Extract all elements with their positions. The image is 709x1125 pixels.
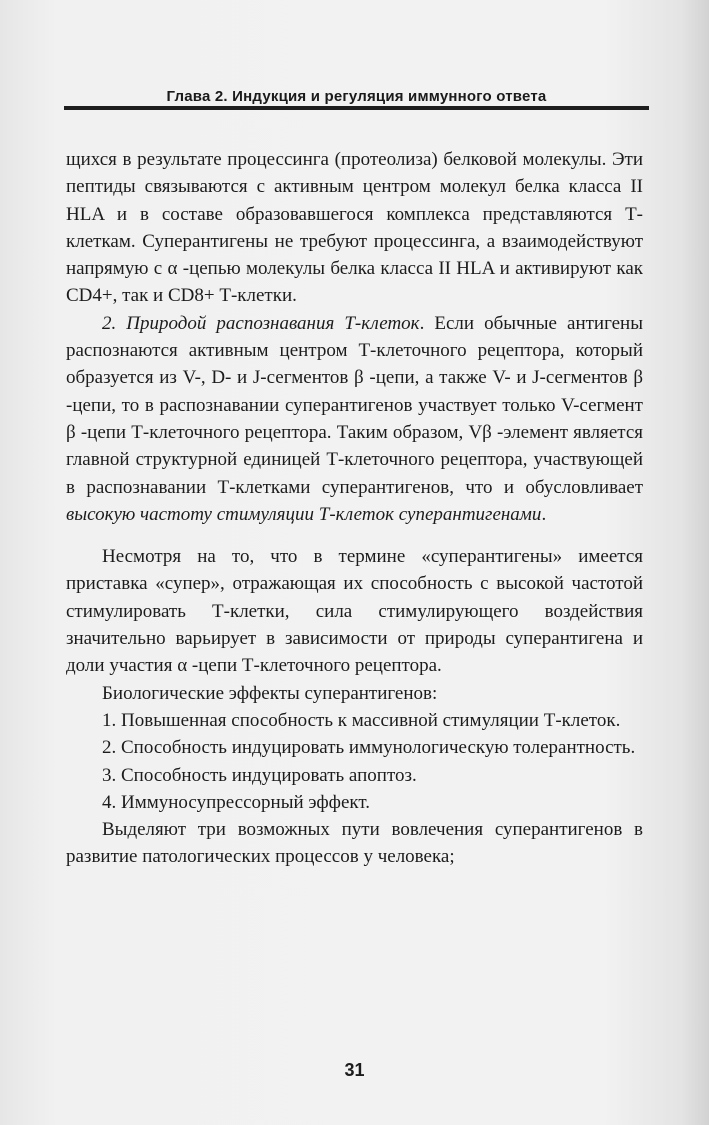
list-item-2: 2. Способность индуцировать иммунологическую толерантность. (102, 737, 636, 759)
paragraph-2-italic-tail: высокую частоту стимуляции Т-клеток суперантигенами (66, 503, 542, 525)
paragraph-1: щихся в результате процессинга (протеолиза) белковой молекулы. Эти пептиды связываются с активным центром молекул белка класса II HLA и в составе образовавшегося комплекса представляются Т-клеткам. Суперантигены не требуют процессинга, а взаимодействуют напрямую с α -цепью молекулы белка класса II HLA и активируют как CD4+, так и CD8+ Т-клетки. (66, 149, 643, 307)
header-rule (64, 106, 649, 110)
paragraph-2-text: . Если обычные антигены распознаются активным центром Т-клеточного рецептора, который образуется из V-, D- и J-сегментов β -цепи, а также V- и J-сегментов β -цепи, то в распознавании суперантигенов участвует только V-сегмент β -цепи Т-клеточного рецептора. Таким образом, Vβ -элемент является главной структурной единицей Т-клеточного рецептора, участвующей в распознавании Т-клетками суперантигенов, что и обусловливает (66, 312, 643, 498)
list-item-1: 1. Повышенная способность к массивной стимуляции Т-клеток. (102, 709, 621, 731)
paragraph-2 (66, 310, 643, 528)
body-text (66, 146, 643, 871)
paragraph-5: Выделяют три возможных пути вовлечения суперантигенов в развитие патологических процессов у человека; (66, 819, 643, 868)
list-item-4: 4. Иммуносупрессорный эффект. (102, 791, 370, 813)
running-head: Глава 2. Индукция и регуляция иммунного ответа (166, 88, 547, 105)
list-item-3: 3. Способность индуцировать апоптоз. (102, 764, 417, 786)
paragraph-2-end: . (541, 503, 547, 525)
paragraph-4: Биологические эффекты суперантигенов: (102, 682, 438, 704)
page-number: 31 (344, 1060, 365, 1080)
paragraph-2-italic-lead: 2. Природой распознавания Т-клеток (102, 312, 420, 334)
paragraph-3: Несмотря на то, что в термине «суперантигены» имеется приставка «супер», отражающая их способность с высокой частотой стимулировать Т-клетки, сила стимулирующего воздействия значительно варьирует в зависимости от природы суперантигена и доли участия α -цепи Т-клеточного рецептора. (66, 546, 643, 677)
